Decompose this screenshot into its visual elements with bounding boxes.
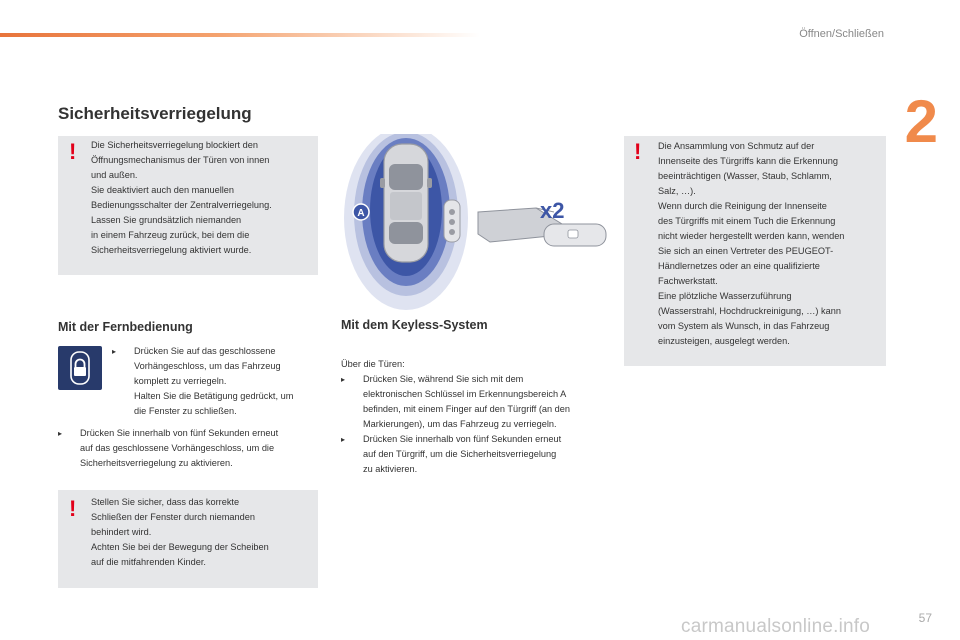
- bullet-arrow-icon: ▸: [58, 429, 63, 438]
- warning-text-windows: Stellen Sie sicher, dass das korrekte Schließen der Fenster durch niemanden behindert wird. Achten Sie bei der Bewegung der Scheiben auf die mitfahrenden Kinder.: [91, 497, 269, 567]
- keyless-zone-illustration: [340, 134, 612, 312]
- exclamation-icon: !: [69, 496, 77, 521]
- heading-remote: Mit der Fernbedienung: [58, 320, 193, 334]
- heading-keyless: Mit dem Keyless-System: [341, 318, 488, 332]
- section-title: Öffnen/Schließen: [799, 28, 884, 40]
- page-title: Sicherheitsverriegelung: [58, 104, 252, 123]
- padlock-button-icon: [58, 346, 102, 390]
- page-number: 57: [918, 611, 932, 625]
- remote-step-1: ▸ Drücken Sie auf das geschlossene Vorhängeschloss, um das Fahrzeug komplett zu verriegeln. Halten Sie die Betätigung gedrückt, um die Fenster zu schließen.: [112, 346, 294, 416]
- zone-label: A: [357, 208, 365, 219]
- keyless-intro: Über die Türen:: [341, 359, 405, 369]
- bullet-arrow-icon: ▸: [112, 347, 117, 356]
- warning-text-locking: Die Sicherheitsverriegelung blockiert den Öffnungsmechanismus der Türen von innen und außen. Sie deaktiviert auch den manuellen Bedienungsschalter der Zentralverriegelung. Lassen Sie grundsätzlich niemanden in einem Fahrzeug zurück, bei dem die Sicherheitsverriegelung aktiviert wurde.: [91, 140, 272, 255]
- press-twice-label: x2: [540, 198, 565, 223]
- exclamation-icon: !: [634, 139, 642, 164]
- bullet-arrow-icon: ▸: [341, 375, 346, 384]
- keyless-steps: Über die Türen: ▸ Drücken Sie, während Sie sich mit dem elektronischen Schlüssel im Erkennungsbereich A befinden, mit einem Finger auf den Türgriff (an den Markierungen), um das Fahrzeug zu verriegeln. ▸ Drücken Sie innerhalb von fünf Sekunden erneut auf den Türgriff, um die Sicherheitsverriegelung zu aktivieren.: [341, 357, 611, 477]
- chapter-number: 2: [904, 88, 938, 155]
- bullet-arrow-icon: ▸: [341, 435, 346, 444]
- watermark-text: carmanualsonline.info: [681, 616, 871, 637]
- header-accent-bar: [0, 33, 480, 37]
- remote-step-2: ▸ Drücken Sie innerhalb von fünf Sekunden erneut auf das geschlossene Vorhängeschloss, um die Sicherheitsverriegelung zu aktivieren.: [58, 428, 279, 468]
- exclamation-icon: !: [69, 139, 77, 164]
- warning-text-dirt: Die Ansammlung von Schmutz auf der Innenseite des Türgriffs kann die Erkennung beeinträchtigen (Wasser, Staub, Schlamm, Salz, …). Wenn durch die Reinigung der Innenseite des Türgriffs mit einem Tuch die Erkennung nicht wieder hergestellt werden kann, wenden Sie sich an einen Vertreter des PEUGEOT- Händlernetzes oder an eine qualifizierte Fachwerkstatt. Eine plötzliche Wasserzuführung (Wasserstrahl, Hochdruckreinigung, …) kann vom System als Wunsch, in das Fahrzeug einzusteigen, ausgelegt werden.: [658, 141, 845, 346]
